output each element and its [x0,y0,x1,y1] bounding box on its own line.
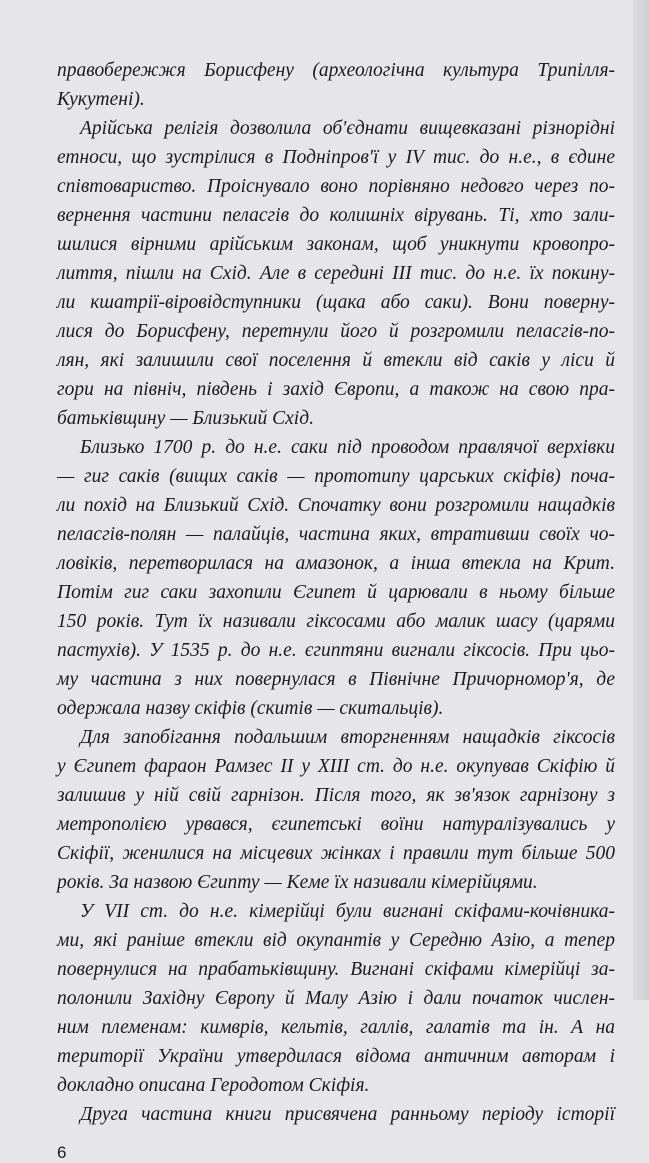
paragraph [57,56,615,114]
text-line: лиття, пішли на Схід. Але в середині III тис. до н.е. їх покину- [57,263,615,284]
text-line: залишив у ній свій гарнізон. Після того, як зв'язок гарнізону з [57,785,615,806]
text-line: докладно описана Геродотом Скіфія. [57,1075,370,1096]
text-line: ли кшатрії-віровідступники (щака або саки). Вони поверну- [57,292,615,313]
page-edge-shadow [633,0,649,1000]
text-line: ловіків, перетворилася на амазонок, а інша втекла на Крит. [57,553,615,574]
text-line: 150 років. Тут їх називали гіксосами або малик шасу (царями [57,611,615,632]
text-line: ми, які раніше втекли від окупантів у Середню Азію, а тепер [57,930,615,951]
text-line: Кукутені). [57,89,145,110]
text-line: У VII ст. до н.е. кімерійці були вигнані скіфами-кочівника- [80,901,615,922]
text-line: території України утвердилася відома античним авторам і [57,1046,615,1067]
text-line: шилися вірними арійським законам, щоб уникнути кровопро- [57,234,615,255]
text-line: Потім гиг саки захопили Єгипет й царювали в ньому більше [57,582,615,603]
page-number: 6 [57,1143,67,1162]
text-line: лися до Борисфену, перетнули його й розгромили пеласгів-по- [57,321,615,342]
paragraph [57,723,615,897]
text-line: повернулися на прабатьківщину. Вигнані скіфами кімерійці за- [57,959,615,980]
text-line: Друга частина книги присвячена ранньому періоду історії [80,1104,615,1125]
text-line: Близько 1700 р. до н.е. саки під проводом правлячої верхівки [80,437,615,458]
text-line: років. За назвою Єгипту — Keме їх називали кімерійцями. [57,872,538,893]
paragraph [57,897,615,1100]
paragraph [57,433,615,723]
book-page-text [57,56,615,1163]
text-line: правобережжя Борисфену (археологічна культура Трипілля- [57,60,615,81]
text-line: батьківщину — Близький Схід. [57,408,314,429]
text-line: співтовариство. Проіснувало воно порівняно недовго через по- [57,176,615,197]
page-body [57,56,615,1129]
text-line: полонили Західну Європу й Малу Азію і дали початок числен- [57,988,615,1009]
text-line: ним племенам: кимврів, кельтів, галлів, галатів та ін. А на [57,1017,615,1038]
text-line: одержала назву скіфів (скитів — скитальців). [57,698,444,719]
text-line: метрополією урвався, єгипетські воїни натуралізувались у [57,814,615,835]
text-line: ли похід на Близький Схід. Спочатку вони розгромили нащадків [57,495,615,516]
text-line: етноси, що зустрілися в Подніпров'ї у IV тис. до н.е., в єдине [57,147,615,168]
text-line: пастухів). У 1535 р. до н.е. єгиптяни вигнали гіксосів. При цьо- [57,640,615,661]
text-line: Для запобігання подальшим вторгненням нащадків гіксосів [80,727,615,748]
text-line: лян, які залишили свої поселення й втекли від саків у ліси й [57,350,615,371]
text-line: му частина з них повернулася в Північне Причорномор'я, де [57,669,615,690]
text-line: пеласгів-полян — палайців, частина яких, втративши своїх чо- [57,524,615,545]
text-line: у Єгипет фараон Рамзес II у XIII ст. до н.е. окупував Скіфію й [57,756,615,777]
text-line: Арійська релігія дозволила об'єднати вищевказані різнорідні [80,118,615,139]
text-line: — гиг саків (вищих саків — прототипу царських скіфів) поча- [57,466,615,487]
text-line: вернення частини пеласгів до колишніх вірувань. Ті, хто зали- [57,205,615,226]
paragraph [57,114,615,433]
text-line: гори на північ, південь і захід Європи, а також на свою пра- [57,379,615,400]
text-line: Скіфії, женилися на місцевих жінках і правили тут більше 500 [57,843,615,864]
paragraph [57,1100,615,1129]
